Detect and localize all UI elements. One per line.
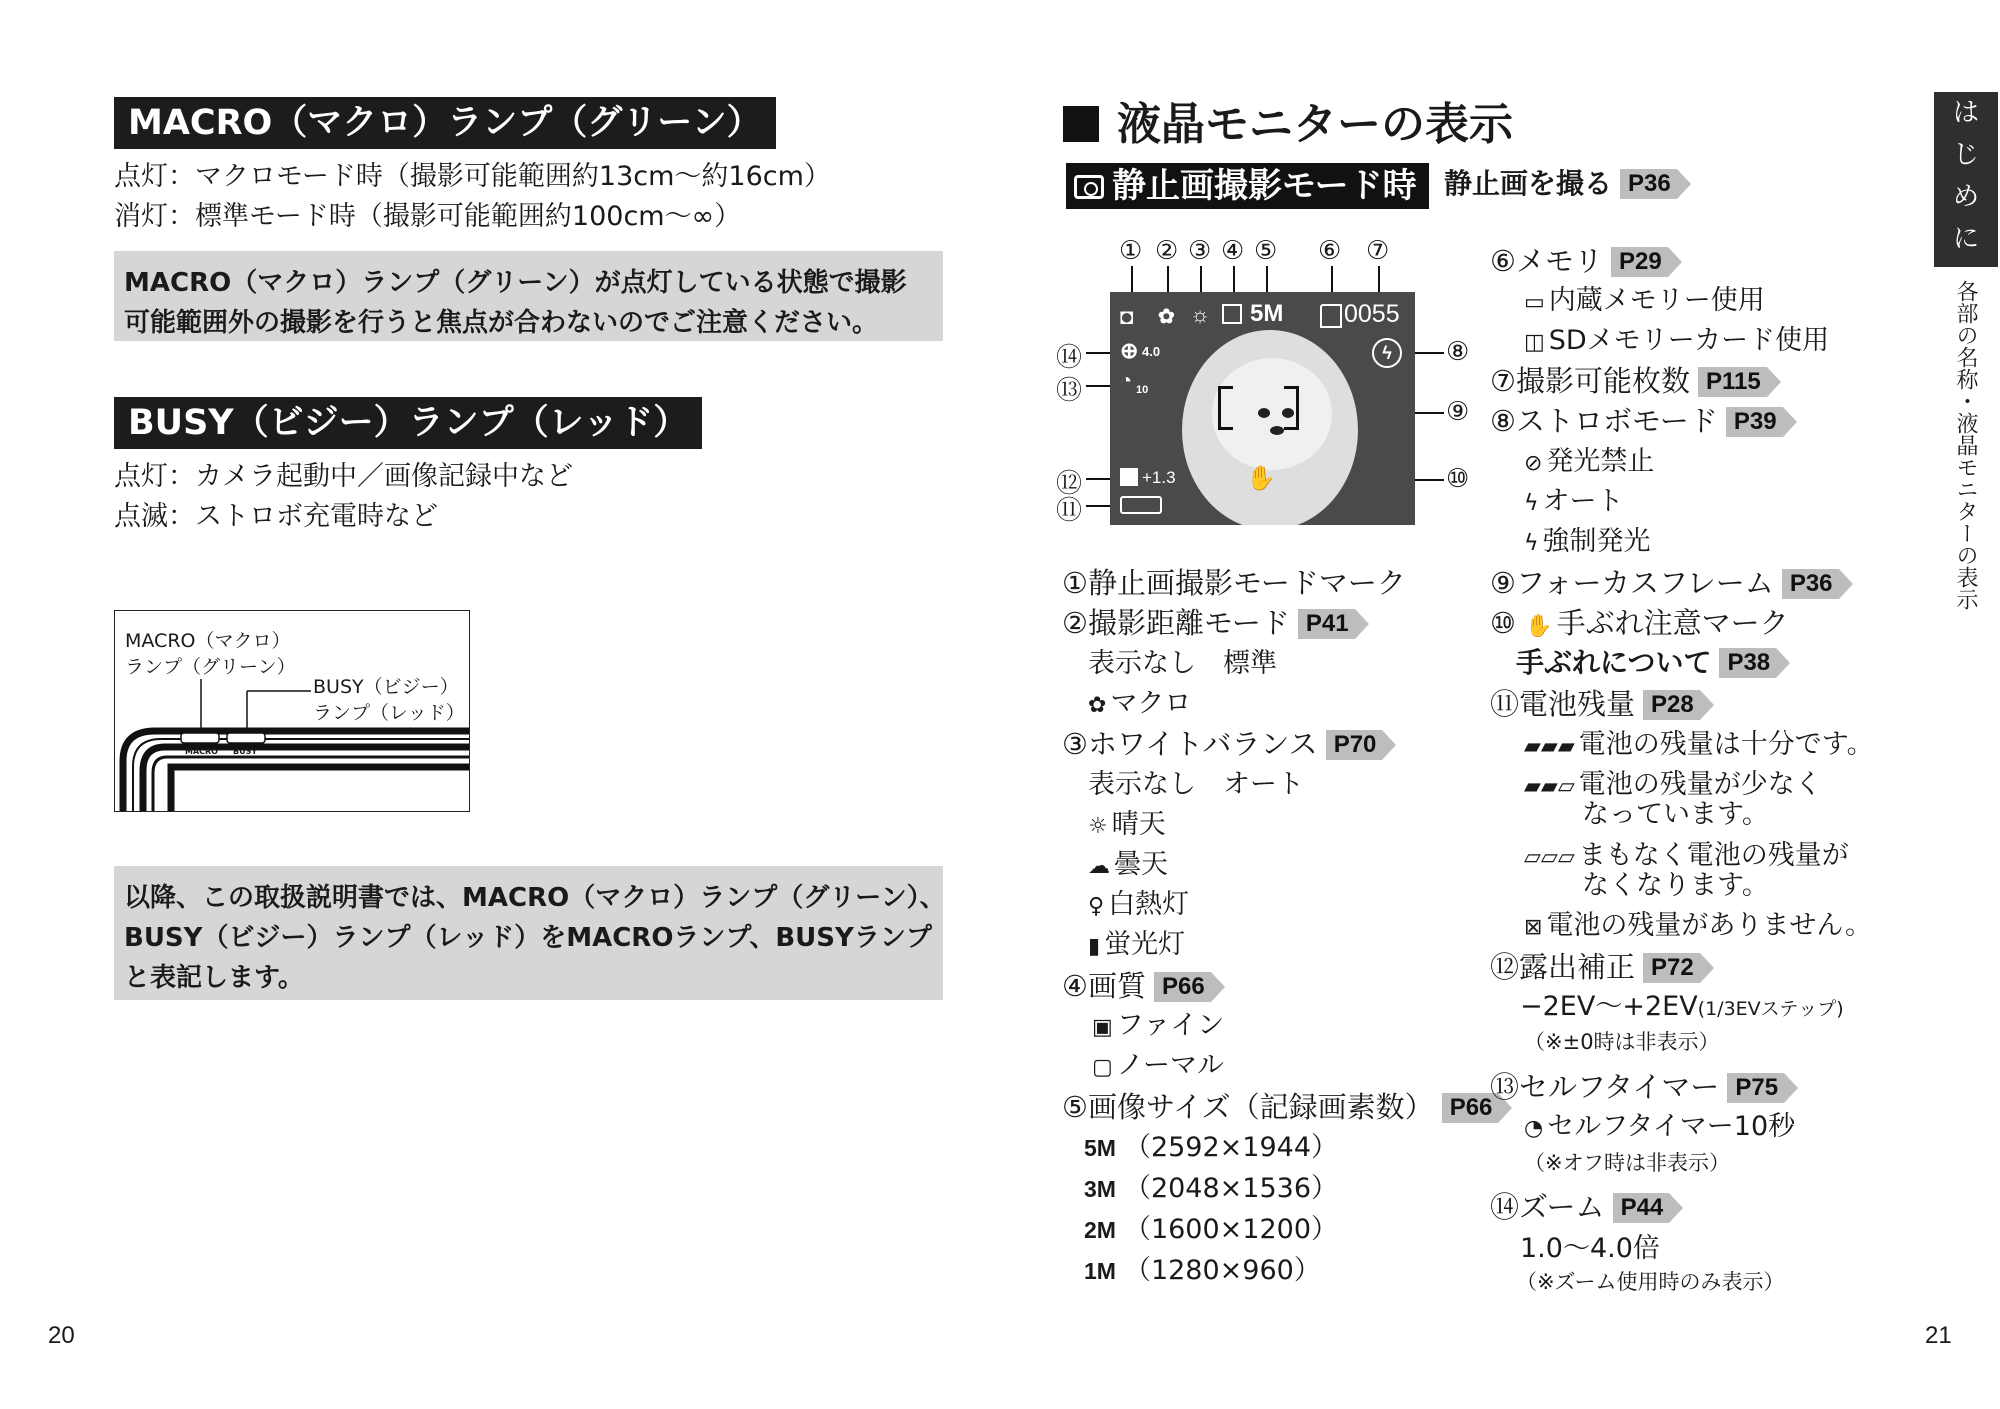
chapter-char: に (1952, 224, 1979, 254)
battery-full-icon: ▰▰▰ (1524, 734, 1575, 759)
sub-label: 蛍光灯 (1104, 929, 1186, 960)
res-3m (1084, 1171, 1338, 1207)
res-label: 2M (1084, 1217, 1116, 1243)
res-value: （2048×1536） (1123, 1173, 1339, 1204)
note-line: BUSY（ビジー）ランプ（レッド）をMACROランプ、BUSYランプ (124, 923, 932, 953)
chapter-char: じ (1952, 140, 1979, 170)
item-label: ⑥メモリ (1490, 244, 1603, 278)
self-timer-note: （※オフ時は非表示） (1524, 1151, 1730, 1175)
item-3-fluorescent (1088, 927, 1185, 965)
macro-on-text: 点灯：マクロモード時（撮影可能範囲約13cm〜約16cm） (114, 161, 831, 192)
item-label: ④画質 (1062, 969, 1146, 1003)
lcd-flash-off-icon: ϟ (1372, 338, 1402, 368)
item-8 (1490, 403, 1783, 439)
item-5 (1062, 1089, 1498, 1125)
lcd-zoom-value: 4.0 (1142, 344, 1161, 359)
sub-label: 電池の残量は十分です。 (1578, 729, 1874, 760)
callout-13: ⑬ (1056, 376, 1083, 406)
lcd-quality-icon (1222, 304, 1242, 324)
flash-auto-icon: ϟ (1524, 491, 1539, 516)
item-2-standard: 表示なし 標準 (1088, 648, 1277, 679)
lcd-ev-value: +1.3 (1142, 468, 1176, 487)
callout-7: ⑦ (1366, 236, 1390, 266)
sub-label: セルフタイマー10秒 (1547, 1111, 1796, 1142)
battery-empty (1524, 908, 1872, 946)
item-12 (1490, 949, 1700, 985)
item-label: ⑪電池残量 (1490, 687, 1636, 721)
ev-note: （※±0時は非表示） (1524, 1030, 1720, 1054)
hand-shake-link[interactable] (1516, 645, 1776, 681)
camera-body-drawing (115, 611, 470, 812)
callout-10: ⑩ (1446, 464, 1470, 494)
item-14 (1490, 1189, 1669, 1225)
battery-half-icon: ▰▰▱ (1524, 774, 1575, 799)
battery-empty-icon: ⊠ (1524, 915, 1543, 940)
item-label: ②撮影距離モード (1062, 606, 1290, 640)
lcd-macro-icon: ✿ (1158, 306, 1175, 328)
chapter-tab (1934, 92, 1998, 267)
lcd-camera-icon: ◘ (1120, 304, 1134, 329)
flash-forced-icon: ϟ (1524, 531, 1539, 556)
naming-note (114, 866, 946, 1000)
lcd-screen-illustration (1110, 292, 1415, 525)
self-timer-10s (1524, 1109, 1795, 1147)
page-ref-tag[interactable]: P41 (1298, 609, 1355, 639)
sub-label: 電池の残量がありません。 (1546, 910, 1873, 941)
res-value: （2592×1944） (1123, 1132, 1339, 1163)
item-13 (1490, 1069, 1784, 1105)
sub-label: 内蔵メモリー使用 (1548, 285, 1765, 316)
battery-near-empty-cont: なくなります。 (1582, 870, 1769, 901)
item-label: ⑦撮影可能枚数 (1490, 364, 1690, 398)
busy-lamp-label: BUSY (233, 747, 258, 756)
item-6 (1490, 243, 1668, 279)
hand-shake-icon: ✋ (1525, 614, 1553, 639)
lcd-sd-card-icon (1320, 304, 1342, 328)
item-4-normal (1092, 1048, 1224, 1086)
sub-label: 強制発光 (1542, 526, 1651, 557)
macro-lamp-label: MACRO (185, 747, 218, 756)
item-label: ⑤画像サイズ（記録画素数） (1062, 1090, 1434, 1124)
figure-busy-label: ランプ（レッド） (313, 702, 465, 724)
page-ref-tag[interactable]: P44 (1613, 1193, 1670, 1223)
item-text: 手ぶれ注意マーク (1556, 606, 1789, 640)
sunny-icon: ☼ (1088, 814, 1108, 839)
page-number-left: 20 (48, 1322, 75, 1349)
sub-label: マクロ (1110, 688, 1192, 719)
note-line: と表記します。 (124, 963, 304, 993)
page-ref-tag[interactable]: P36 (1620, 169, 1677, 199)
res-5m (1084, 1130, 1338, 1166)
ev-range (1520, 989, 1844, 1027)
busy-on-text: 点灯：カメラ起動中／画像記録中など (114, 461, 573, 492)
res-2m (1084, 1212, 1338, 1248)
title-square-icon (1063, 106, 1099, 142)
res-value: （1600×1200） (1123, 1214, 1339, 1245)
macro-caution-note (114, 251, 943, 341)
item-3-sunny (1088, 807, 1166, 845)
zoom-range: 1.0〜4.0倍 (1520, 1233, 1660, 1264)
item-11 (1490, 686, 1700, 722)
callout-8: ⑧ (1446, 337, 1470, 367)
busy-lamp-heading: BUSY（ビジー）ランプ（レッド） (114, 397, 702, 449)
item-label: ⑨フォーカスフレーム (1490, 566, 1774, 600)
callout-14: ⑭ (1056, 343, 1083, 373)
page-ref-tag[interactable]: P70 (1326, 730, 1383, 760)
battery-low-cont: なっています。 (1582, 799, 1769, 830)
page-ref-tag[interactable]: P66 (1442, 1093, 1499, 1123)
item-3-incandescent (1088, 887, 1189, 925)
sub-label: SDメモリーカード使用 (1548, 325, 1830, 356)
item-4 (1062, 968, 1211, 1004)
sub-label: 電池の残量が少なく (1578, 769, 1822, 800)
zoom-note: （※ズーム使用時のみ表示） (1516, 1270, 1785, 1294)
still-photo-link[interactable] (1444, 166, 1677, 202)
ev-range-text: −2EV〜+2EV (1520, 991, 1698, 1022)
page-title (1063, 88, 1513, 152)
item-7 (1490, 363, 1767, 399)
item-6-internal (1524, 283, 1765, 321)
figure-macro-label: MACRO（マクロ） (125, 630, 291, 652)
res-label: 3M (1084, 1176, 1116, 1202)
page-ref-tag[interactable]: P38 (1719, 648, 1776, 678)
lcd-zoom-icon: ⊕ (1120, 338, 1139, 363)
ev-step-text: (1/3EVステップ) (1697, 998, 1844, 1020)
macro-off-text: 消灯：標準モード時（撮影可能範囲約100cm〜∞） (114, 201, 742, 232)
item-8-forced (1524, 524, 1651, 562)
page-ref-tag[interactable]: P36 (1782, 569, 1839, 599)
callout-12: ⑫ (1056, 469, 1083, 499)
fluorescent-icon: ▮ (1088, 934, 1101, 959)
link-text: 手ぶれについて (1516, 646, 1712, 679)
lcd-shot-count: 0055 (1344, 300, 1400, 328)
page-ref-tag[interactable]: P72 (1643, 953, 1700, 983)
battery-low-icon: ▱▱▱ (1524, 845, 1575, 870)
item-8-flash-off (1524, 444, 1654, 482)
title-text: 液晶モニターの表示 (1117, 99, 1513, 150)
item-8-auto (1524, 484, 1624, 522)
note-line: 可能範囲外の撮影を行うと焦点が合わないのでご注意ください。 (124, 308, 879, 338)
res-value: （1280×960） (1123, 1255, 1321, 1286)
res-1m (1084, 1253, 1321, 1289)
callout-3: ③ (1188, 236, 1212, 266)
sub-label: 曇天 (1114, 849, 1168, 880)
lcd-hand-shake-icon: ✋ (1246, 465, 1276, 492)
item-label: ⑩ (1490, 606, 1516, 640)
focus-frame-right (1284, 386, 1299, 430)
page-ref-tag[interactable]: P28 (1643, 690, 1700, 720)
item-6-sd (1524, 323, 1829, 361)
page-number-right: 21 (1925, 1322, 1952, 1349)
callout-5: ⑤ (1254, 236, 1278, 266)
callout-6: ⑥ (1318, 236, 1342, 266)
lcd-self-timer-icon: ◔ (1120, 370, 1133, 392)
self-timer-icon: ◔ (1524, 1116, 1544, 1141)
item-label: ③ホワイトバランス (1062, 727, 1318, 761)
sub-label: 白熱灯 (1108, 889, 1190, 920)
item-3-auto: 表示なし オート (1088, 769, 1304, 800)
item-2 (1062, 605, 1355, 641)
lcd-battery-icon (1120, 496, 1162, 514)
sub-label: 発光禁止 (1546, 446, 1655, 477)
camera-lamp-figure (114, 610, 470, 812)
sub-label: ファイン (1116, 1010, 1225, 1041)
item-label: ⑫露出補正 (1490, 950, 1636, 984)
internal-memory-icon: ▭ (1524, 290, 1545, 315)
item-4-fine (1092, 1008, 1224, 1046)
fine-quality-icon: ▣ (1092, 1015, 1113, 1040)
normal-quality-icon: ▢ (1092, 1055, 1113, 1080)
sub-label: 晴天 (1111, 809, 1166, 840)
callout-9: ⑨ (1446, 397, 1470, 427)
figure-macro-label: ランプ（グリーン） (125, 656, 296, 678)
callout-4: ④ (1221, 236, 1245, 266)
still-mode-heading (1066, 163, 1429, 209)
focus-frame-left (1218, 386, 1233, 430)
item-label: ⑭ズーム (1490, 1190, 1605, 1224)
callout-1: ① (1119, 236, 1143, 266)
chapter-char: は (1952, 98, 1979, 128)
callout-11: ⑪ (1056, 496, 1083, 526)
battery-full (1524, 727, 1874, 765)
item-3-cloudy (1088, 847, 1168, 885)
callout-2: ② (1155, 236, 1179, 266)
mode-heading-text: 静止画撮影モード時 (1112, 166, 1417, 206)
item-label: ⑬セルフタイマー (1490, 1070, 1720, 1104)
page-ref-tag[interactable]: P115 (1698, 367, 1767, 397)
sub-label: ノーマル (1116, 1050, 1224, 1081)
lcd-ev-icon (1120, 468, 1138, 486)
cloudy-icon: ☁ (1088, 854, 1110, 879)
busy-blink-text: 点滅：ストロボ充電時など (114, 501, 438, 532)
sd-card-icon: ◫ (1524, 330, 1545, 355)
bulb-icon: ♀ (1088, 894, 1105, 919)
lcd-size-text: 5M (1250, 300, 1284, 327)
link-text: 静止画を撮る (1444, 167, 1613, 200)
flash-off-icon: ⊘ (1524, 451, 1543, 476)
note-line: 以降、この取扱説明書では、MACRO（マクロ）ランプ（グリーン）、 (124, 883, 946, 913)
page-ref-tag[interactable]: P39 (1726, 407, 1783, 437)
lcd-sunny-icon: ☼ (1190, 302, 1211, 327)
sub-label: まもなく電池の残量が (1578, 840, 1849, 871)
item-label: ⑧ストロボモード (1490, 404, 1718, 438)
camera-icon (1074, 175, 1104, 199)
note-line: MACRO（マクロ）ランプ（グリーン）が点灯している状態で撮影 (124, 268, 907, 298)
item-10 (1490, 605, 1789, 645)
item-3 (1062, 726, 1382, 762)
res-label: 1M (1084, 1258, 1116, 1284)
page-ref-tag[interactable]: P29 (1611, 247, 1668, 277)
figure-busy-label: BUSY（ビジー） (313, 676, 459, 698)
macro-icon: ✿ (1088, 693, 1107, 718)
section-side-title: 各部の名称・液晶モニターの表示 (1953, 280, 1978, 610)
res-label: 5M (1084, 1135, 1116, 1161)
item-9 (1490, 565, 1839, 601)
item-1: ①静止画撮影モードマーク (1062, 566, 1406, 600)
sub-label: オート (1542, 486, 1624, 517)
item-2-macro (1088, 686, 1191, 724)
page-ref-tag[interactable]: P66 (1154, 972, 1211, 1002)
lcd-timer-value: 10 (1136, 384, 1149, 396)
page-ref-tag[interactable]: P75 (1727, 1073, 1784, 1103)
macro-lamp-heading: MACRO（マクロ）ランプ（グリーン） (114, 97, 776, 149)
chapter-char: め (1952, 182, 1979, 212)
